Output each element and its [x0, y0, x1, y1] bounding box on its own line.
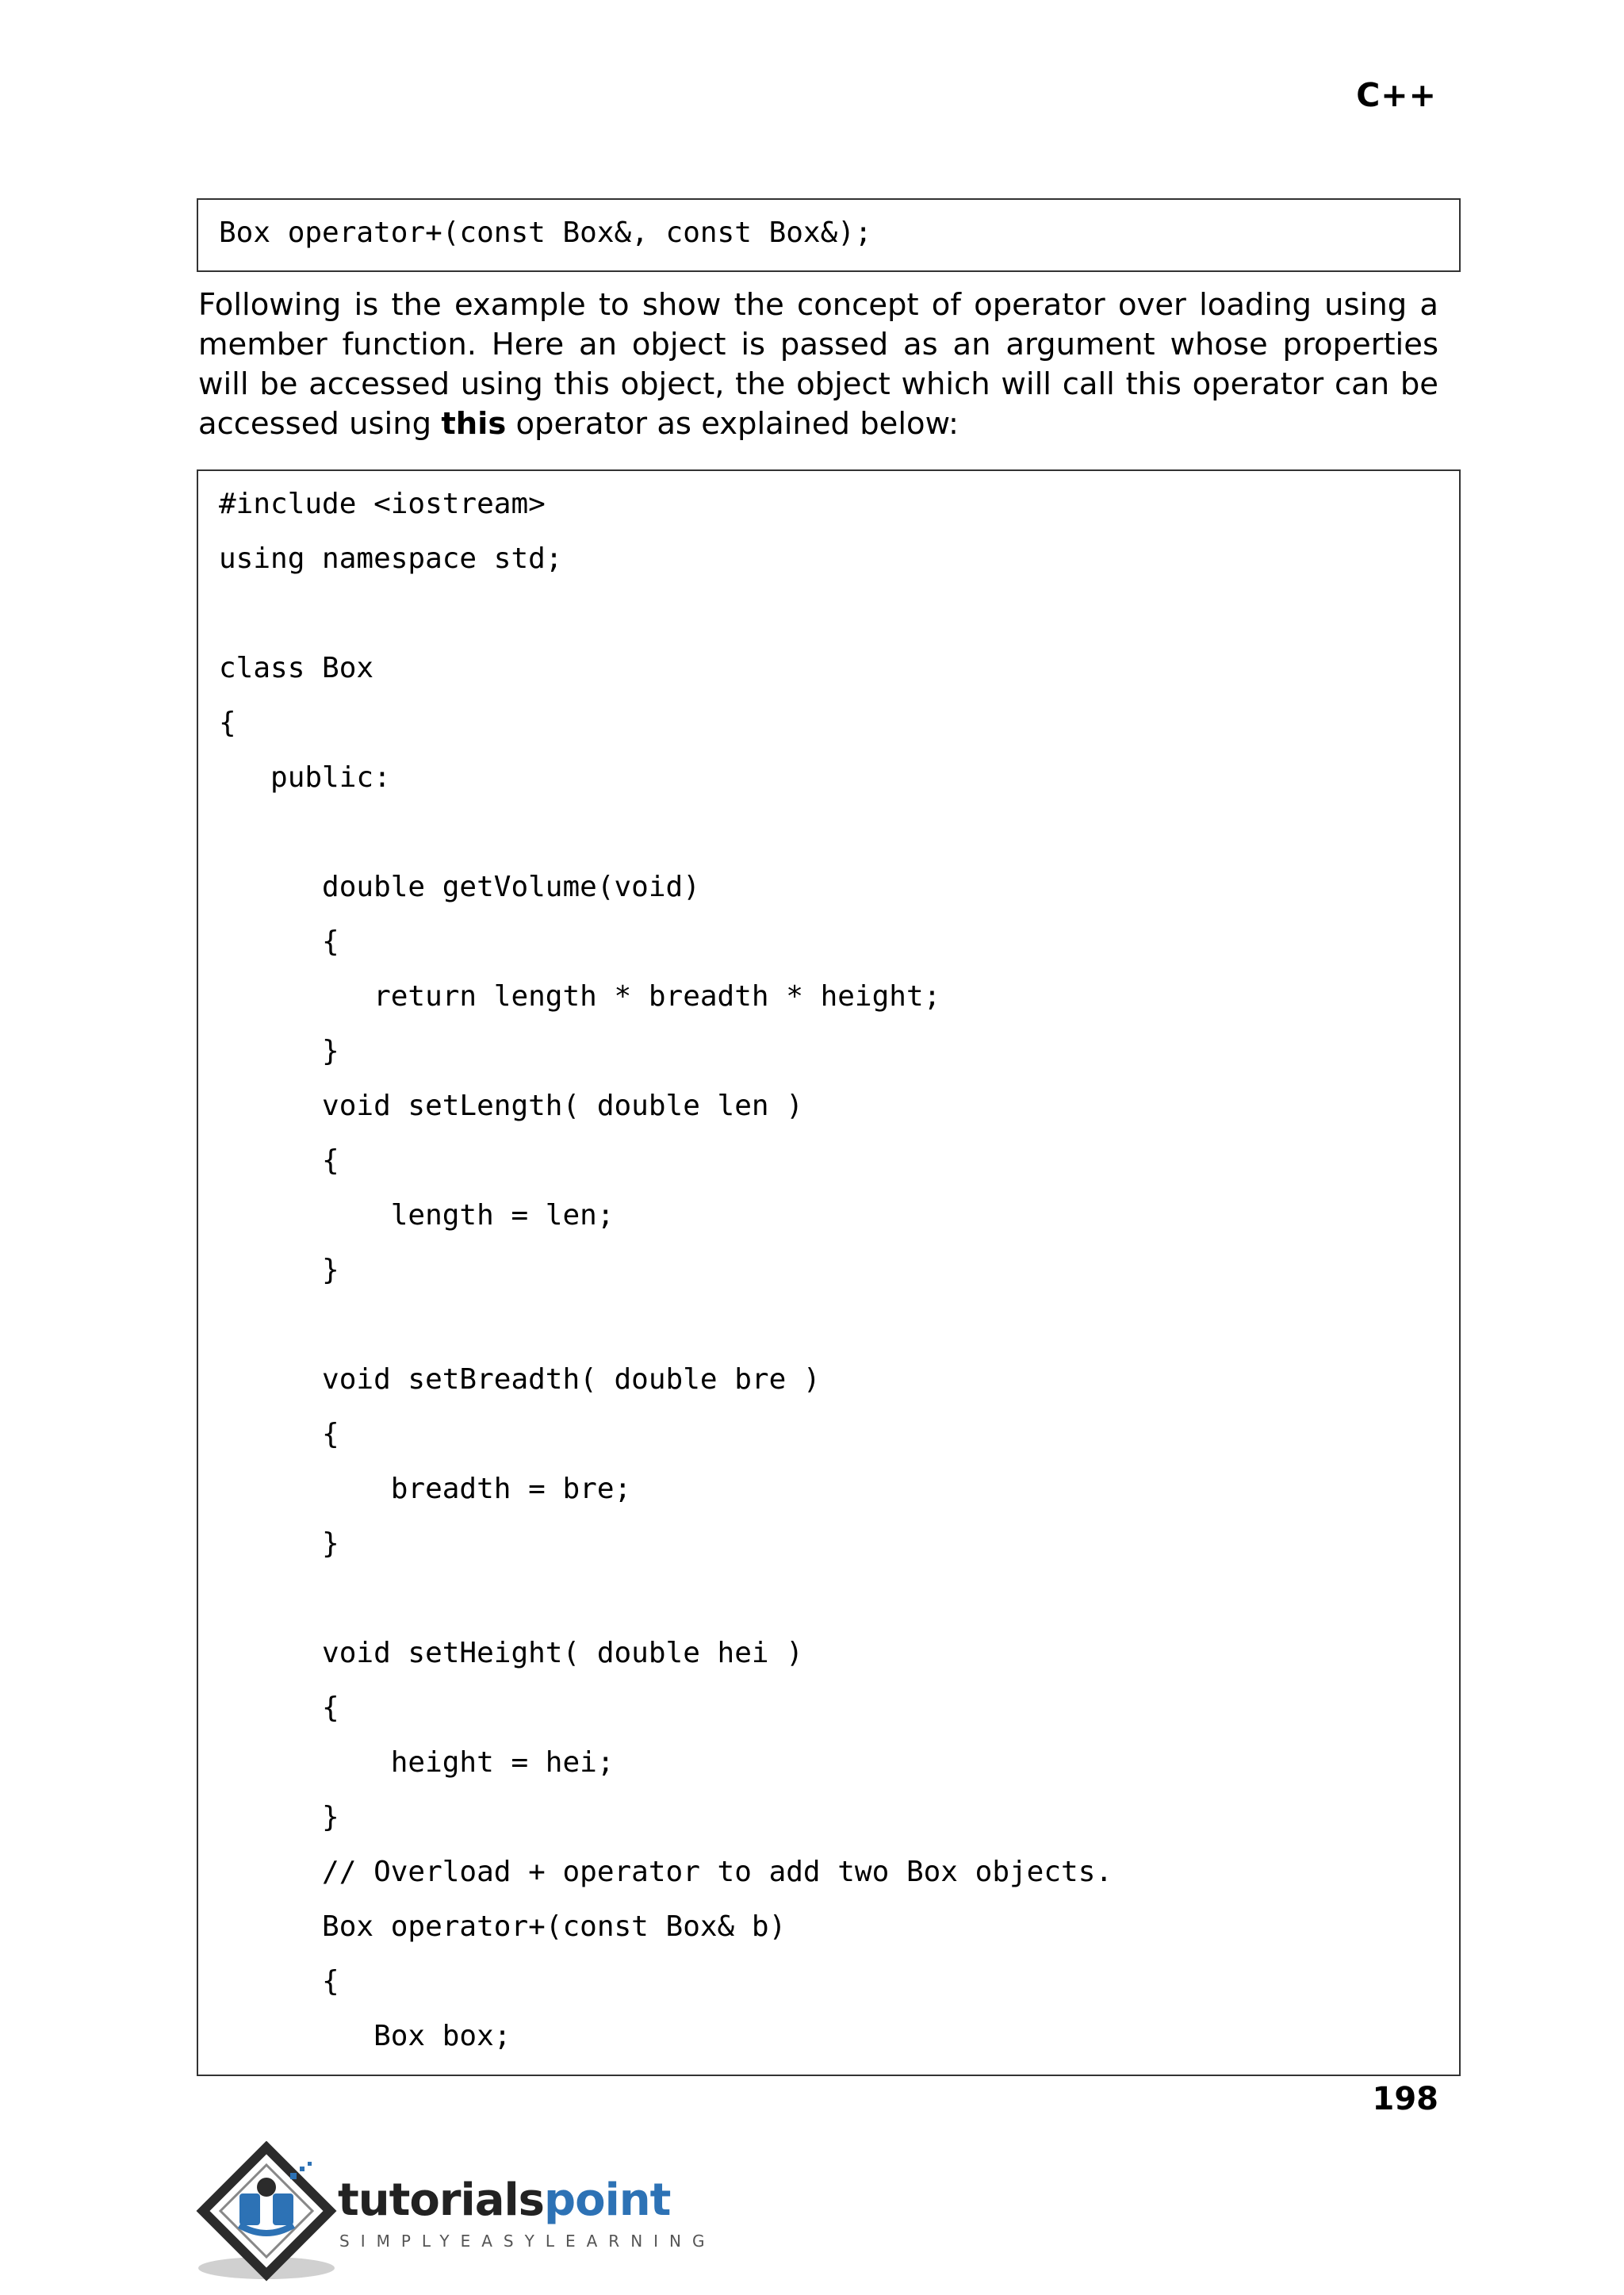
code-line: { [219, 1144, 339, 1177]
code-line: Box operator+(const Box&, const Box&); [219, 216, 872, 249]
code-line: breadth = bre; [219, 1473, 632, 1505]
code-line: public: [219, 761, 391, 794]
code-line: void setHeight( double hei ) [219, 1637, 803, 1669]
logo-emblem-icon [195, 2141, 338, 2284]
code-line: double getVolume(void) [219, 871, 700, 903]
paragraph-text-end: operator as explained below: [506, 406, 959, 442]
code-line: Box operator+(const Box& b) [219, 1910, 787, 1943]
code-line: return length * breadth * height; [219, 980, 941, 1013]
body-paragraph [198, 285, 1438, 444]
code-line: using namespace std; [219, 542, 563, 575]
code-line: } [219, 1035, 339, 1067]
code-line: height = hei; [219, 1746, 615, 1779]
signature-code-box [197, 198, 1461, 272]
code-line: void setBreadth( double bre ) [219, 1363, 821, 1396]
code-line: { [219, 1418, 339, 1450]
bold-keyword: this [441, 406, 507, 442]
code-line: { [219, 1965, 339, 1998]
code-line: Box box; [219, 2020, 511, 2052]
tutorialspoint-logo [195, 2141, 716, 2284]
code-line: length = len; [219, 1199, 615, 1232]
logo-tagline: SIMPLYEASYLEARNING [339, 2232, 716, 2251]
code-line: { [219, 925, 339, 958]
code-line: { [219, 1692, 339, 1724]
code-line: } [219, 1254, 339, 1286]
code-line: { [219, 707, 236, 739]
logo-wordmark: tutorialspoint [338, 2174, 671, 2226]
paragraph-text: Following is the example to show the concept of operator over loading using a member function. Here an object is passed as an argument whose properties will be accessed using this object, the object which will call this operator can be accessed using [198, 287, 1438, 442]
code-line: // Overload + operator to add two Box objects. [219, 1856, 1113, 1888]
page-number: 198 [1372, 2081, 1438, 2117]
code-line: #include <iostream> [219, 488, 546, 520]
code-line: } [219, 1801, 339, 1833]
example-code-box [197, 469, 1461, 2076]
header-title: C++ [1356, 76, 1437, 114]
code-line: } [219, 1527, 339, 1560]
code-line: class Box [219, 652, 374, 684]
code-line: void setLength( double len ) [219, 1090, 803, 1122]
